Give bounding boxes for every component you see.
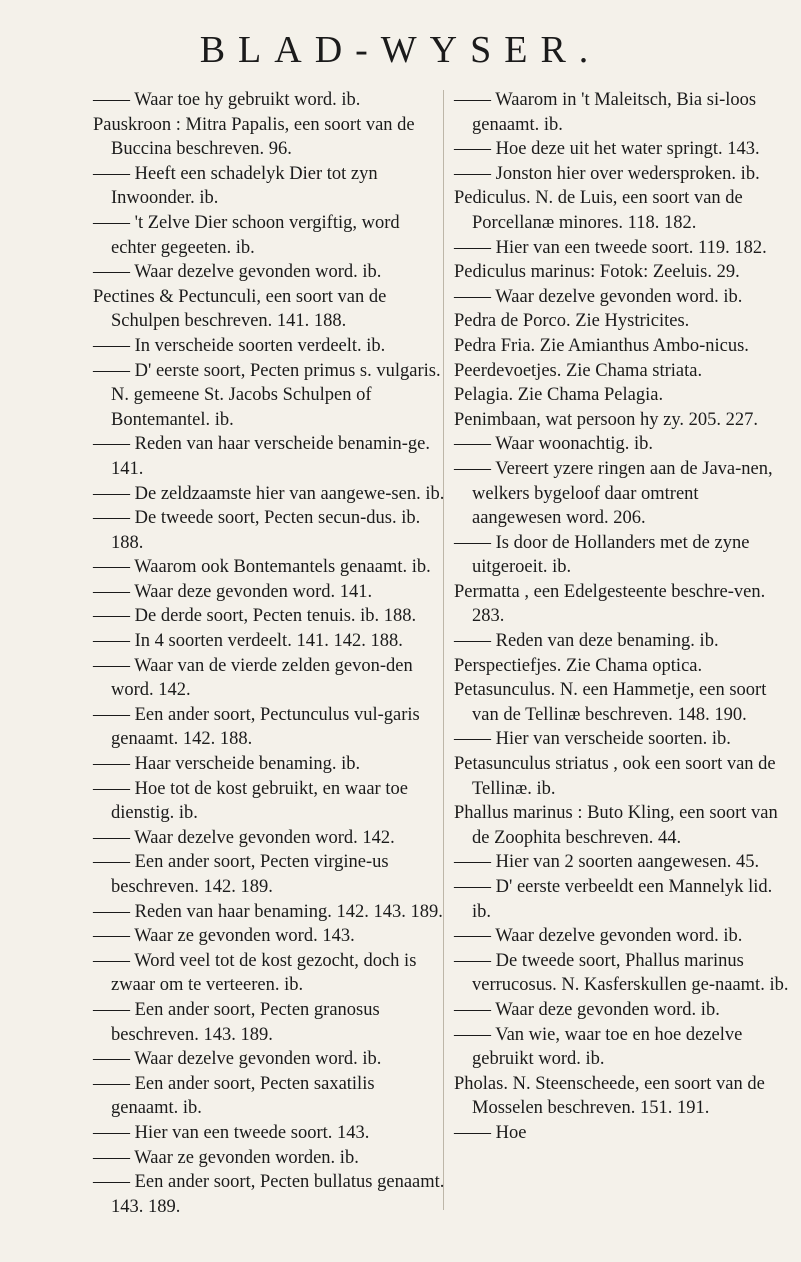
index-entry: —— De tweede soort, Phallus marinus verrucosus. N. Kasferskullen ge-naamt. ib. [454,950,789,996]
index-entry: —— Waar dezelve gevonden word. ib. [454,286,743,307]
index-entry: —— De tweede soort, Pecten secun-dus. ib. 188. [93,508,421,553]
index-entry: Pauskroon : Mitra Papalis, een soort van de Buccina beschreven. 96. [93,114,415,160]
index-entry: —— Een ander soort, Pecten virgine-us beschreven. 142. 189. [93,852,389,897]
index-entry: —— Waar dezelve gevonden word. ib. [93,1049,382,1070]
index-entry: —— In 4 soorten verdeelt. 141. 142. 188. [93,631,403,652]
index-entry: —— Reden van deze benaming. ib. [454,631,719,652]
index-entry: Pedra Fria. Zie Amianthus Ambo-nicus. [454,335,749,356]
index-entry: Peerdevoetjes. Zie Chama striata. [454,360,703,381]
index-entry: Penimbaan, wat persoon hy zy. 205. 227. [454,409,758,430]
index-entry: —— Waar deze gevonden word. 141. [93,581,373,602]
index-entry: —— Word veel tot de kost gezocht, doch is zwaar om te verteeren. ib. [93,950,417,996]
index-entry: —— Een ander soort, Pecten granosus beschreven. 143. 189. [93,999,380,1045]
index-entry: —— Hoe deze uit het water springt. 143. [454,139,760,160]
index-entry: Pelagia. Zie Chama Pelagia. [454,385,664,406]
index-column-left [93,88,445,1219]
index-entry: —— Hier van een tweede soort. 119. 182. [454,237,767,258]
index-entry: Permatta , een Edelgesteente beschre-ven. 283. [454,581,766,627]
index-entry: —— Waar dezelve gevonden word. 142. [93,827,395,848]
index-entry: —— Hier van verscheide soorten. ib. [454,729,731,750]
index-entry: —— Heeft een schadelyk Dier tot zyn Inwoonder. ib. [93,163,378,209]
index-entry: —— De zeldzaamste hier van aangewe-sen. ib. [93,483,445,504]
index-entry: Perspectiefjes. Zie Chama optica. [454,655,703,676]
index-entry: —— Hoe tot de kost gebruikt, en waar toe dienstig. ib. [93,778,408,824]
index-entry: —— Reden van haar benaming. 142. 143. 189. [93,901,443,922]
index-entry: Pedra de Porco. Zie Hystricites. [454,311,690,332]
index-entry: Petasunculus striatus , ook een soort van de Tellinæ. ib. [454,754,776,799]
index-entry: Pediculus. N. de Luis, een soort van de Porcellanæ minores. 118. 182. [454,188,743,233]
index-entry: —— Hier van 2 soorten aangewesen. 45. [454,852,760,873]
index-entry: —— Waarom in 't Maleitsch, Bia si-loos genaamt. ib. [454,90,757,135]
index-column-right [454,88,790,1146]
index-entry: —— In verscheide soorten verdeelt. ib. [93,335,386,356]
index-entry: —— Waar dezelve gevonden word. ib. [454,926,743,947]
index-entry: —— Waar deze gevonden word. ib. [454,999,720,1020]
index-entry: —— Is door de Hollanders met de zyne uitgeroeit. ib. [454,532,750,578]
index-entry: Phallus marinus : Buto Kling, een soort van de Zoophita beschreven. 44. [454,803,778,848]
index-entry: —— Jonston hier over wedersproken. ib. [454,163,760,184]
index-entry: —— Waar van de vierde zelden gevon-den word. 142. [93,655,413,701]
index-entry: —— Hoe [454,1122,527,1143]
index-entry: —— D' eerste verbeeldt een Mannelyk lid. ib. [454,877,773,922]
index-entry: Pectines & Pectunculi, een soort van de Schulpen beschreven. 141. 188. [93,286,387,332]
index-entry: Pediculus marinus: Fotok: Zeeluis. 29. [454,262,740,283]
index-entry: —— Een ander soort, Pectunculus vul-garis genaamt. 142. 188. [93,704,420,750]
index-entry: —— Waar ze gevonden word. 143. [93,926,355,947]
index-entry: —— Waar toe hy gebruikt word. ib. [93,90,361,110]
index-entry: —— Een ander soort, Pecten bullatus genaamt. 143. 189. [93,1172,445,1217]
index-entry: —— Vereert yzere ringen aan de Java-nen, welkers bygeloof daar omtrent aangewesen word. 206. [454,458,773,529]
index-entry: Petasunculus. N. een Hammetje, een soort van de Tellinæ beschreven. 148. 190. [454,680,767,725]
index-entry: Pholas. N. Steenscheede, een soort van de Mosselen beschreven. 151. 191. [454,1073,765,1119]
index-entry: —— D' eerste soort, Pecten primus s. vulgaris. N. gemeene St. Jacobs Schulpen of Bontemantel. ib. [93,360,441,430]
index-entry: —— Reden van haar verscheide benamin-ge. 141. [93,434,430,479]
page-title: BLAD-WYSER. [199,29,602,71]
index-entry: —— Waarom ook Bontemantels genaamt. ib. [93,557,431,578]
index-entry: —— 't Zelve Dier schoon vergiftig, word echter gegeeten. ib. [93,212,400,258]
index-entry: —— De derde soort, Pecten tenuis. ib. 188. [93,606,417,627]
index-entry: —— Waar ze gevonden worden. ib. [93,1147,359,1168]
index-entry: —— Haar verscheide benaming. ib. [93,754,361,775]
index-entry: —— Van wie, waar toe en hoe dezelve gebruikt word. ib. [454,1024,743,1070]
index-entry: —— Waar dezelve gevonden word. ib. [93,262,382,283]
index-entry: —— Hier van een tweede soort. 143. [93,1122,370,1143]
index-entry: —— Waar woonachtig. ib. [454,434,654,455]
index-entry: —— Een ander soort, Pecten saxatilis genaamt. ib. [93,1073,375,1119]
